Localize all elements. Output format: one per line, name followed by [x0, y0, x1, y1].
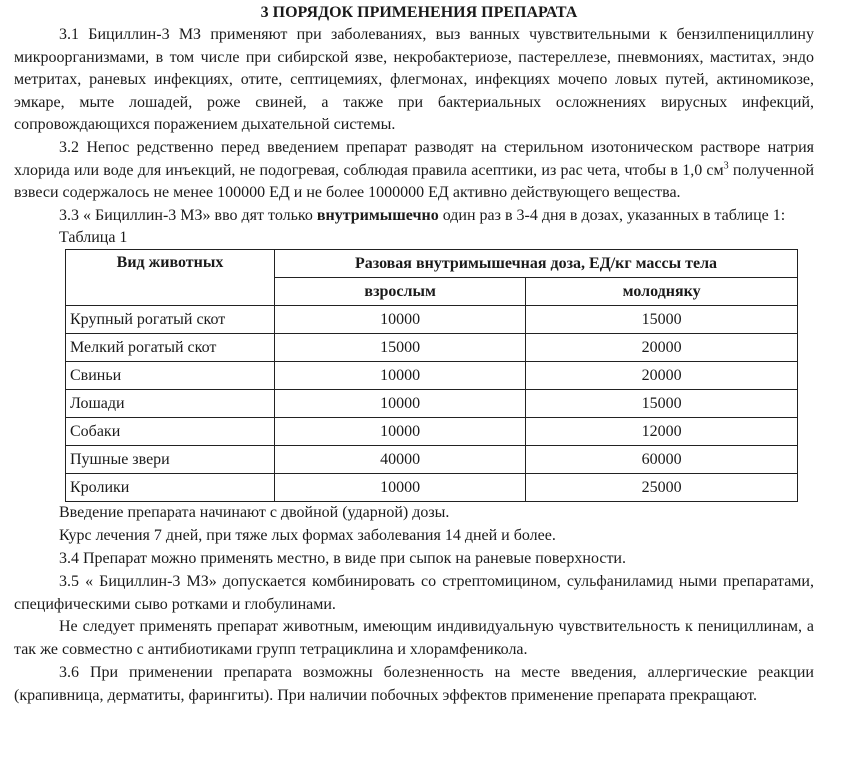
- cell-animal: Свиньи: [66, 362, 275, 390]
- table-caption: Таблица 1: [59, 229, 128, 247]
- section-title: 3 ПОРЯДОК ПРИМЕНЕНИЯ ПРЕПАРАТА: [260, 4, 578, 21]
- cell-adult-dose: 10000: [275, 418, 526, 446]
- table-row: [66, 362, 798, 390]
- paragraph-contraindications: Не следует применять препарат животным, имеющим индивидуальную чувствительность к пенициллинам, а так же совместно с антибиотиками групп тетрациклина и хлорамфеникола.: [14, 618, 814, 659]
- cell-adult-dose: 10000: [275, 306, 526, 334]
- table-row: [66, 390, 798, 418]
- cell-adult-dose: 10000: [275, 362, 526, 390]
- cell-young-dose: 25000: [526, 474, 798, 502]
- paragraph-dose-start: Введение препарата начинают с двойной (ударной) дозы.: [59, 504, 450, 522]
- table-row: [66, 418, 798, 446]
- cell-adult-dose: 40000: [275, 446, 526, 474]
- cell-young-dose: 60000: [526, 446, 798, 474]
- table-row: [66, 474, 798, 502]
- cell-animal: Собаки: [66, 418, 275, 446]
- paragraph-3-1: 3.1 Бициллин-3 МЗ применяют при заболеваниях, выз ванных чувствительными к бензилпенициллину микроорганизмами, в том числе при сибирской язве, некробактериозе, пастереллезе, пневмониях, маститах, эндо метритах, раневых инфекциях, отите, септицемиях, флегмонах, инфекциях мочепо ловых путей, актиномикозе, эмкаре, мыте лошадей, роже свиней, а также при бактериальных осложнениях вирусных инфекций, сопровождающихся поражением дыхательной системы.: [14, 26, 814, 134]
- paragraph-3-2: [14, 137, 814, 205]
- table-body: [66, 306, 798, 502]
- cell-young-dose: 20000: [526, 334, 798, 362]
- paragraph-3-2-text-b: полученной взвеси содержалось не менее 100000 ЕД и не более 1000000 ЕД активно действующего вещества.: [14, 161, 815, 202]
- table-row: [66, 306, 798, 334]
- table-row: [66, 334, 798, 362]
- superscript-3: 3: [723, 160, 729, 172]
- table-header-row: [66, 250, 798, 278]
- paragraph-course: Курс лечения 7 дней, при тяже лых формах заболевания 14 дней и более.: [59, 527, 556, 545]
- cell-animal: Мелкий рогатый скот: [66, 334, 275, 362]
- cell-animal: Крупный рогатый скот: [66, 306, 275, 334]
- cell-young-dose: 15000: [526, 390, 798, 418]
- dosage-table: [65, 249, 798, 502]
- cell-adult-dose: 15000: [275, 334, 526, 362]
- table-row: [66, 446, 798, 474]
- cell-animal: Пушные звери: [66, 446, 275, 474]
- paragraph-3-3-bold: внутримышечно: [316, 206, 439, 224]
- subheader-young: молодняку: [526, 278, 798, 306]
- paragraph-3-3-text-a: 3.3 « Бициллин-3 МЗ» вво дят только: [59, 206, 317, 224]
- cell-young-dose: 12000: [526, 418, 798, 446]
- document-page: [14, 2, 814, 708]
- header-dose: Разовая внутримышечная доза, ЕД/кг массы тела: [275, 250, 798, 278]
- paragraph-3-4: 3.4 Препарат можно применять местно, в виде при сыпок на раневые поверхности.: [59, 549, 626, 567]
- cell-animal: Кролики: [66, 474, 275, 502]
- cell-young-dose: 20000: [526, 362, 798, 390]
- paragraph-3-3-text-b: один раз в 3-4 дня в дозах, указанных в таблице 1:: [438, 206, 786, 224]
- cell-adult-dose: 10000: [275, 474, 526, 502]
- subheader-adult: взрослым: [275, 278, 526, 306]
- cell-adult-dose: 10000: [275, 390, 526, 418]
- paragraph-3-2-text-a: 3.2 Непос редственно перед введением препарат разводят на стерильном изотоническом растворе натрия хлорида или воде для инъекций, не подогревая, соблюдая правила асептики, из рас чета, чтобы в 1,0 см: [14, 138, 814, 179]
- header-animal: Вид животных: [66, 250, 275, 306]
- cell-young-dose: 15000: [526, 306, 798, 334]
- paragraph-3-5: 3.5 « Бициллин-3 МЗ» допускается комбинировать со стрептомицином, сульфаниламид ными препаратами, специфическими сыво ротками и глобулинами.: [14, 572, 814, 613]
- cell-animal: Лошади: [66, 390, 275, 418]
- paragraph-3-6: 3.6 При применении препарата возможны болезненность на месте введения, аллергические реакции (крапивница, дерматиты, фарингиты). При наличии побочных эффектов применение препарата прекращают.: [14, 663, 814, 704]
- paragraph-3-3: [14, 205, 814, 228]
